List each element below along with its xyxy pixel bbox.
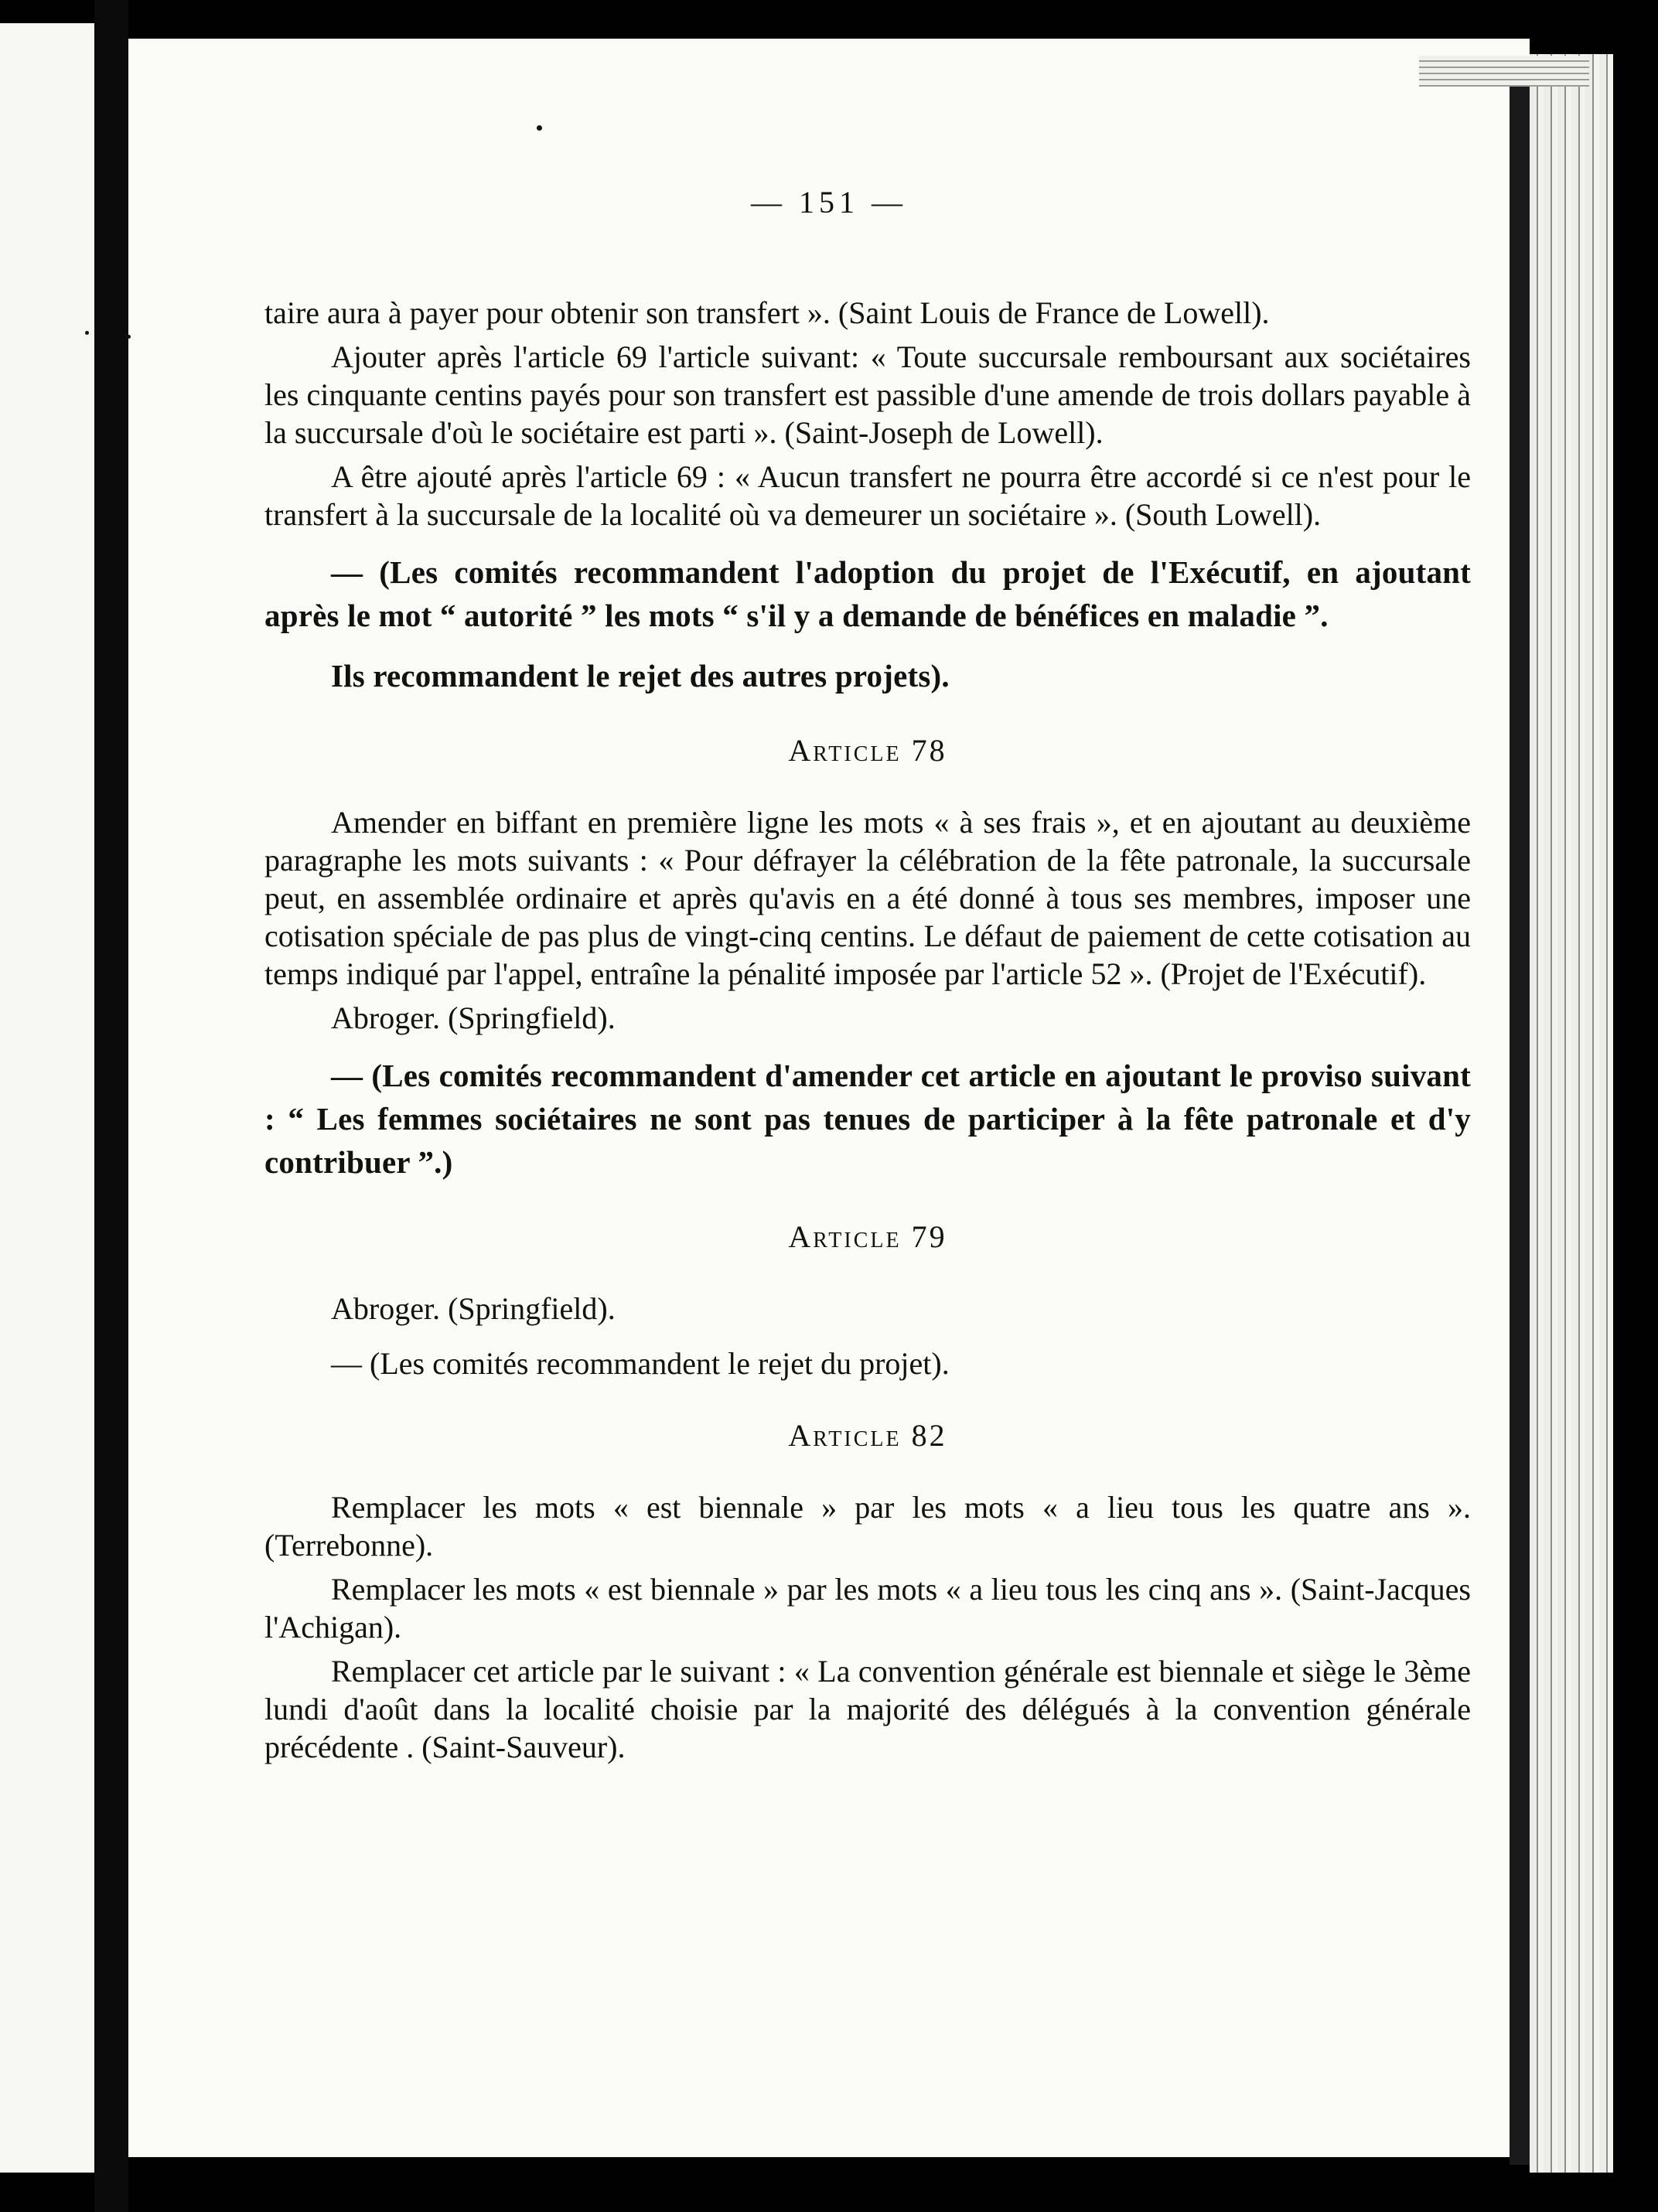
committee-note: — (Les comités recommandent d'amender cet article en ajoutant le proviso suivant : “ Les femmes sociétaires ne sont pas tenues de participer à la fête patronale et d'y contribuer ”.) bbox=[264, 1058, 1471, 1180]
paragraph: Amender en biffant en première ligne les mots « à ses frais », et en ajoutant au deuxième paragraphe les mots suivants : « Pour défrayer la célébration de la fête patronale, la succursale peut, en assemblée ordinaire et après qu'avis en a été donné à tous ses membres, imposer une cotisation spéciale de pas plus de vingt-cinq centins. Le défaut de paiement de cette cotisation au temps indiqué par l'appel, entraîne la pénalité imposée par l'article 52 ». (Projet de l'Exécutif). bbox=[264, 805, 1471, 991]
book-page bbox=[128, 39, 1530, 2157]
paragraph: Remplacer les mots « est biennale » par les mots « a lieu tous les quatre ans ». (Terrebonne). bbox=[264, 1490, 1471, 1563]
page-body bbox=[264, 294, 1471, 1772]
paragraph: Abroger. (Springfield). bbox=[331, 1000, 616, 1035]
paragraph: A être ajouté après l'article 69 : « Aucun transfert ne pourra être accordé si ce n'est pour le transfert à la succursale de la localité où va demeurer un sociétaire ». (South Lowell). bbox=[264, 459, 1471, 532]
page-number: — 151 — bbox=[751, 185, 907, 220]
page-stack-top-edges bbox=[1419, 56, 1589, 87]
article-heading: Article 78 bbox=[788, 733, 947, 768]
print-speck bbox=[537, 125, 542, 131]
binding-gutter bbox=[94, 0, 128, 2212]
paragraph: Remplacer cet article par le suivant : « La convention générale est biennale et siège le 3ème lundi d'août dans la localité choisie par la majorité des délégués à la convention générale précédente . (Saint-Sauveur). bbox=[264, 1654, 1471, 1764]
facing-page-edge bbox=[0, 23, 94, 2173]
print-speck bbox=[85, 331, 89, 335]
paragraph: taire aura à payer pour obtenir son transfert ». (Saint Louis de France de Lowell). bbox=[264, 295, 1270, 330]
page-shadow bbox=[1510, 77, 1530, 2165]
committee-note: Ils recommandent le rejet des autres projets). bbox=[331, 658, 950, 694]
print-speck bbox=[127, 335, 131, 339]
page-stack-edges bbox=[1530, 54, 1613, 2173]
committee-note: — (Les comités recommandent l'adoption du projet de l'Exécutif, en ajoutant après le mot “ autorité ” les mots “ s'il y a demande de bénéfices en maladie ”. bbox=[264, 554, 1471, 633]
article-heading: Article 79 bbox=[788, 1219, 947, 1254]
paragraph: Abroger. (Springfield). bbox=[331, 1291, 616, 1326]
committee-note: — (Les comités recommandent le rejet du projet). bbox=[331, 1346, 950, 1381]
paragraph: Ajouter après l'article 69 l'article suivant: « Toute succursale remboursant aux sociétaires les cinquante centins payés pour son transfert est passible d'une amende de trois dollars payable à la succursale d'où le sociétaire est parti ». (Saint-Joseph de Lowell). bbox=[264, 339, 1471, 450]
paragraph: Remplacer les mots « est biennale » par les mots « a lieu tous les cinq ans ». (Saint-Jacques l'Achigan). bbox=[264, 1572, 1471, 1645]
article-heading: Article 82 bbox=[788, 1418, 947, 1453]
